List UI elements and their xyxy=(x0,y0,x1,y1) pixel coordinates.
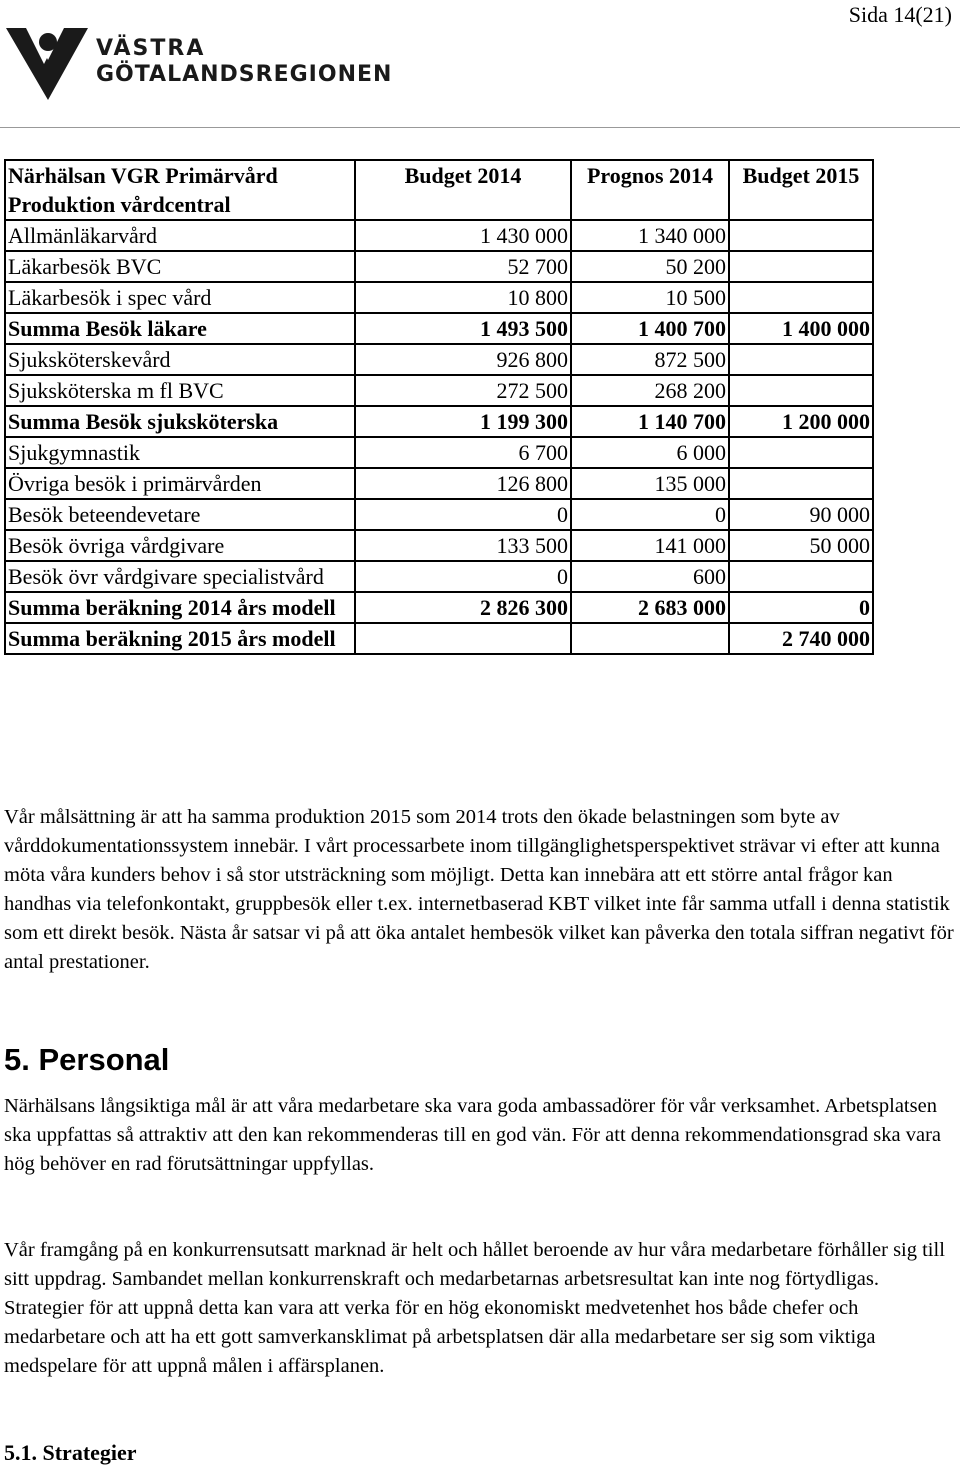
row-label: Övriga besök i primärvården xyxy=(5,468,355,499)
cell-budget-2014: 6 700 xyxy=(355,437,571,468)
cell-prognos-2014: 600 xyxy=(571,561,729,592)
paragraph-ambassadors: Närhälsans långsiktiga mål är att våra medarbetare ska vara goda ambassadörer för vår verksamhet. Arbetsplatsen ska uppfattas så attraktiv att den kan rekommenderas till en god vän. För att denna rekommendationsgrad ska vara hög behöver en rad förutsättningar uppfyllas. xyxy=(4,1095,942,1175)
header-prognos-2014: Prognos 2014 xyxy=(571,160,729,220)
cell-budget-2015 xyxy=(729,437,873,468)
cell-budget-2015 xyxy=(729,344,873,375)
cell-budget-2014 xyxy=(355,623,571,654)
table-row xyxy=(5,530,873,561)
cell-budget-2014: 10 800 xyxy=(355,282,571,313)
cell-budget-2015 xyxy=(729,251,873,282)
table-row xyxy=(5,499,873,530)
cell-prognos-2014: 141 000 xyxy=(571,530,729,561)
cell-budget-2014: 1 430 000 xyxy=(355,220,571,251)
row-label: Besök övr vårdgivare specialistvård xyxy=(5,561,355,592)
cell-budget-2015 xyxy=(729,282,873,313)
table-row xyxy=(5,282,873,313)
subsection-heading-strategier: 5.1. Strategier xyxy=(4,1440,137,1465)
row-label: Summa beräkning 2015 års modell xyxy=(5,623,355,654)
cell-prognos-2014 xyxy=(571,623,729,654)
vgr-logo-icon xyxy=(4,24,92,108)
cell-budget-2014: 52 700 xyxy=(355,251,571,282)
row-label: Besök övriga vårdgivare xyxy=(5,530,355,561)
table-row xyxy=(5,375,873,406)
table-title-cell xyxy=(5,160,355,220)
table-row xyxy=(5,220,873,251)
page-number: Sida 14(21) xyxy=(848,2,952,27)
table-row xyxy=(5,561,873,592)
row-label: Sjuksköterska m fl BVC xyxy=(5,375,355,406)
cell-prognos-2014: 872 500 xyxy=(571,344,729,375)
cell-budget-2014: 2 826 300 xyxy=(355,592,571,623)
cell-budget-2014: 926 800 xyxy=(355,344,571,375)
header-budget-2014: Budget 2014 xyxy=(355,160,571,220)
cell-budget-2014: 1 493 500 xyxy=(355,313,571,344)
row-label: Sjuksköterskevård xyxy=(5,344,355,375)
cell-prognos-2014: 0 xyxy=(571,499,729,530)
cell-budget-2014: 126 800 xyxy=(355,468,571,499)
cell-budget-2014: 272 500 xyxy=(355,375,571,406)
section-heading-personal: 5. Personal xyxy=(4,1042,170,1077)
cell-budget-2015: 0 xyxy=(729,592,873,623)
cell-budget-2015: 1 400 000 xyxy=(729,313,873,344)
table-title: Närhälsan VGR Primärvård xyxy=(8,163,278,188)
cell-budget-2014: 0 xyxy=(355,561,571,592)
table-row-sum xyxy=(5,406,873,437)
cell-prognos-2014: 268 200 xyxy=(571,375,729,406)
cell-prognos-2014: 1 140 700 xyxy=(571,406,729,437)
row-label: Summa Besök läkare xyxy=(5,313,355,344)
table-subtitle: Produktion vårdcentral xyxy=(8,192,231,217)
row-label: Summa beräkning 2014 års modell xyxy=(5,592,355,623)
cell-prognos-2014: 10 500 xyxy=(571,282,729,313)
cell-budget-2014: 1 199 300 xyxy=(355,406,571,437)
table-row-sum xyxy=(5,313,873,344)
table-row xyxy=(5,344,873,375)
vgr-logo xyxy=(4,24,393,108)
row-label: Sjukgymnastik xyxy=(5,437,355,468)
cell-budget-2014: 133 500 xyxy=(355,530,571,561)
table-row-sum xyxy=(5,592,873,623)
table-header-row xyxy=(5,160,873,220)
cell-budget-2014: 0 xyxy=(355,499,571,530)
cell-prognos-2014: 135 000 xyxy=(571,468,729,499)
cell-prognos-2014: 1 340 000 xyxy=(571,220,729,251)
table-row-sum xyxy=(5,623,873,654)
budget-table xyxy=(4,159,874,655)
cell-budget-2015: 1 200 000 xyxy=(729,406,873,437)
table-row xyxy=(5,251,873,282)
row-label: Summa Besök sjuksköterska xyxy=(5,406,355,437)
row-label: Allmänläkarvård xyxy=(5,220,355,251)
cell-prognos-2014: 6 000 xyxy=(571,437,729,468)
cell-budget-2015 xyxy=(729,561,873,592)
cell-prognos-2014: 1 400 700 xyxy=(571,313,729,344)
table-row xyxy=(5,468,873,499)
row-label: Läkarbesök i spec vård xyxy=(5,282,355,313)
row-label: Besök beteendevetare xyxy=(5,499,355,530)
cell-prognos-2014: 2 683 000 xyxy=(571,592,729,623)
cell-budget-2015 xyxy=(729,220,873,251)
header-divider xyxy=(0,127,960,128)
cell-prognos-2014: 50 200 xyxy=(571,251,729,282)
header-budget-2015: Budget 2015 xyxy=(729,160,873,220)
paragraph-competitiveness: Vår framgång på en konkurrensutsatt marknad är helt och hållet beroende av hur våra medarbetare förhåller sig till sitt uppdrag. Sambandet mellan konkurrenskraft och medarbetarnas arbetsresultat kan inte nog förtydligas. Strategier för att uppnå detta kan vara att verka för en hög ekonomiskt medvetenhet hos både chefer och medarbetare och att ha ett gott samverkansklimat på arbetsplatsen där alla medarbetare ser sig som viktiga medspelare för att uppnå målen i affärsplanen. xyxy=(4,1239,945,1377)
cell-budget-2015: 2 740 000 xyxy=(729,623,873,654)
cell-budget-2015 xyxy=(729,375,873,406)
logo-text-gotalandsregionen: GÖTALANDSREGIONEN xyxy=(96,62,393,87)
logo-text-vastra: VÄSTRA xyxy=(96,36,206,61)
row-label: Läkarbesök BVC xyxy=(5,251,355,282)
cell-budget-2015: 90 000 xyxy=(729,499,873,530)
table-row xyxy=(5,437,873,468)
paragraph-production-goal: Vår målsättning är att ha samma produktion 2015 som 2014 trots den ökade belastningen som byte av vårddokumentationssystem innebär. I vårt processarbete inom tillgänglighetsperspektivet strävar vi efter att kunna möta våra kunders behov i så stor utsträckning som möjligt. Detta kan innebära att ett större antal frågor kan handhas via telefonkontakt, gruppbesök eller t.ex. internetbaserad KBT vilket inte får samma utfall i denna statistik som ett direkt besök. Nästa år satsar vi på att öka antalet hembesök vilket kan påverka den totala siffran negativt för antal prestationer. xyxy=(4,806,954,973)
cell-budget-2015: 50 000 xyxy=(729,530,873,561)
cell-budget-2015 xyxy=(729,468,873,499)
